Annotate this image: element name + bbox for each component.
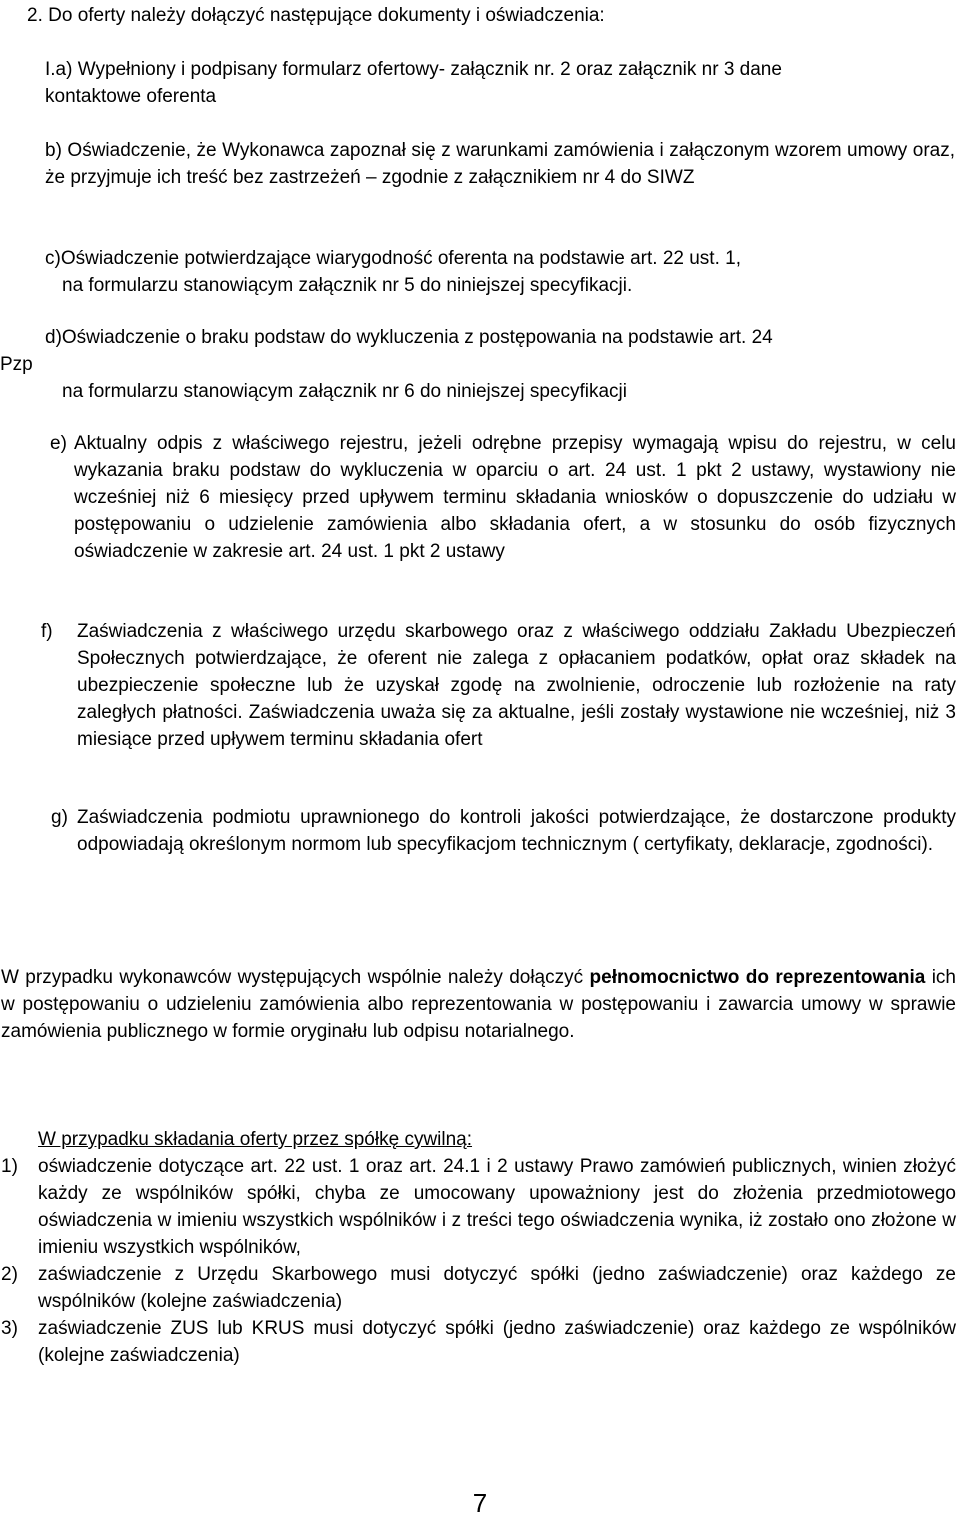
item-c-line-2: na formularzu stanowiącym załącznik nr 5 do niniejszej specyfikacji.: [62, 275, 633, 296]
item-e: [50, 430, 956, 565]
civil-item-number: 3): [1, 1318, 18, 1339]
item-d-line-2: Pzp: [0, 354, 33, 375]
joint-text-before: W przypadku wykonawców występujących wspólnie należy dołączyć: [1, 967, 590, 988]
page-number: 7: [472, 1488, 488, 1518]
civil-item-text: zaświadczenie ZUS lub KRUS musi dotyczyć spółki (jedno zaświadczenie) oraz każdego ze wspólników (kolejne zaświadczenia): [38, 1318, 956, 1366]
civil-item-2: [1, 1261, 956, 1315]
section-heading-text: 2. Do oferty należy dołączyć następujące dokumenty i oświadczenia:: [27, 5, 605, 26]
section-heading: [27, 2, 947, 29]
civil-list: [1, 1153, 956, 1369]
item-g: [51, 804, 956, 858]
item-g-text: Zaświadczenia podmiotu uprawnionego do kontroli jakości potwierdzające, że dostarczone produkty odpowiadają określonym normom lub specyfikacjom technicznym ( certyfikaty, deklaracje, zgodności).: [77, 807, 956, 855]
civil-heading: [38, 1126, 938, 1153]
item-e-label: e): [50, 433, 67, 454]
civil-item-text: oświadczenie dotyczące art. 22 ust. 1 oraz art. 24.1 i 2 ustawy Prawo zamówień publicznych, winien złożyć każdy ze wspólników spółki, chyba ze umocowany upoważniony jest do złożenia przedmiotowego oświadczenia w imieniu wszystkich wspólników i z treści tego oświadczenia wynika, iż zostało ono złożone w imieniu wszystkich wspólników,: [38, 1156, 956, 1258]
item-f-label: f): [41, 621, 53, 642]
civil-item-text: zaświadczenie z Urzędu Skarbowego musi dotyczyć spółki (jedno zaświadczenie) oraz każdego ze wspólników (kolejne zaświadczenia): [38, 1264, 956, 1312]
item-c: [45, 245, 957, 299]
joint-text-after: ich w postępowaniu o udzieleniu zamówienia albo reprezentowania w postępowaniu i zawarcia umowy w sprawie zamówienia publicznego w formie oryginału lub odpisu notarialnego.: [1, 967, 956, 1042]
item-c-line-1: c)Oświadczenie potwierdzające wiarygodność oferenta na podstawie art. 22 ust. 1,: [45, 248, 741, 269]
item-a-line-2: kontaktowe oferenta: [45, 86, 217, 107]
civil-item-3: [1, 1315, 956, 1369]
civil-item-1: [1, 1153, 956, 1261]
civil-heading-text: W przypadku składania oferty przez spółkę cywilną:: [38, 1129, 473, 1150]
item-e-text: Aktualny odpis z właściwego rejestru, jeżeli odrębne przepisy wymagają wpisu do rejestru, w celu wykazania braku podstaw do wykluczenia w oparciu o art. 24 ust. 1 pkt 2 ustawy, wystawiony nie wcześniej niż 6 miesięcy przed upływem terminu składania wniosków o dopuszczenie do udziału w postępowaniu o udzielenie zamówienia albo składania ofert, a w stosunku do osób fizycznych oświadczenie w zakresie art. 24 ust. 1 pkt 2 ustawy: [74, 433, 956, 562]
civil-item-number: 1): [1, 1156, 18, 1177]
item-g-label: g): [51, 807, 68, 828]
joint-paragraph: [1, 964, 956, 1045]
item-a-line-1: I.a) Wypełniony i podpisany formularz ofertowy- załącznik nr. 2 oraz załącznik nr 3 dane: [45, 59, 782, 80]
item-b: b) Oświadczenie, że Wykonawca zapoznał się z warunkami zamówienia i załączonym wzorem umowy oraz, że przyjmuje ich treść bez zastrzeżeń – zgodnie z załącznikiem nr 4 do SIWZ: [45, 140, 955, 188]
civil-item-number: 2): [1, 1264, 18, 1285]
joint-text-bold: pełnomocnictwo do reprezentowania: [589, 967, 926, 988]
item-d-line-1: d)Oświadczenie o braku podstaw do wykluczenia z postępowania na podstawie art. 24: [45, 327, 773, 348]
item-d-line-3: na formularzu stanowiącym załącznik nr 6 do niniejszej specyfikacji: [62, 381, 627, 402]
item-d: [0, 324, 958, 405]
item-a: [45, 56, 957, 110]
item-f: [41, 618, 956, 753]
item-f-text: Zaświadczenia z właściwego urzędu skarbowego oraz z właściwego oddziału Zakładu Ubezpieczeń Społecznych potwierdzające, że oferent nie zalega z opłacaniem podatków, opłat oraz składek na ubezpieczenie społeczne lub że uzyskał zgodę na zwolnienie, odroczenie lub rozłożenie na raty zaległych płatności. Zaświadczenia uważa się za aktualne, jeśli zostały wystawione nie wcześniej, niż 3 miesiące przed upływem terminu składania ofert: [77, 621, 956, 750]
